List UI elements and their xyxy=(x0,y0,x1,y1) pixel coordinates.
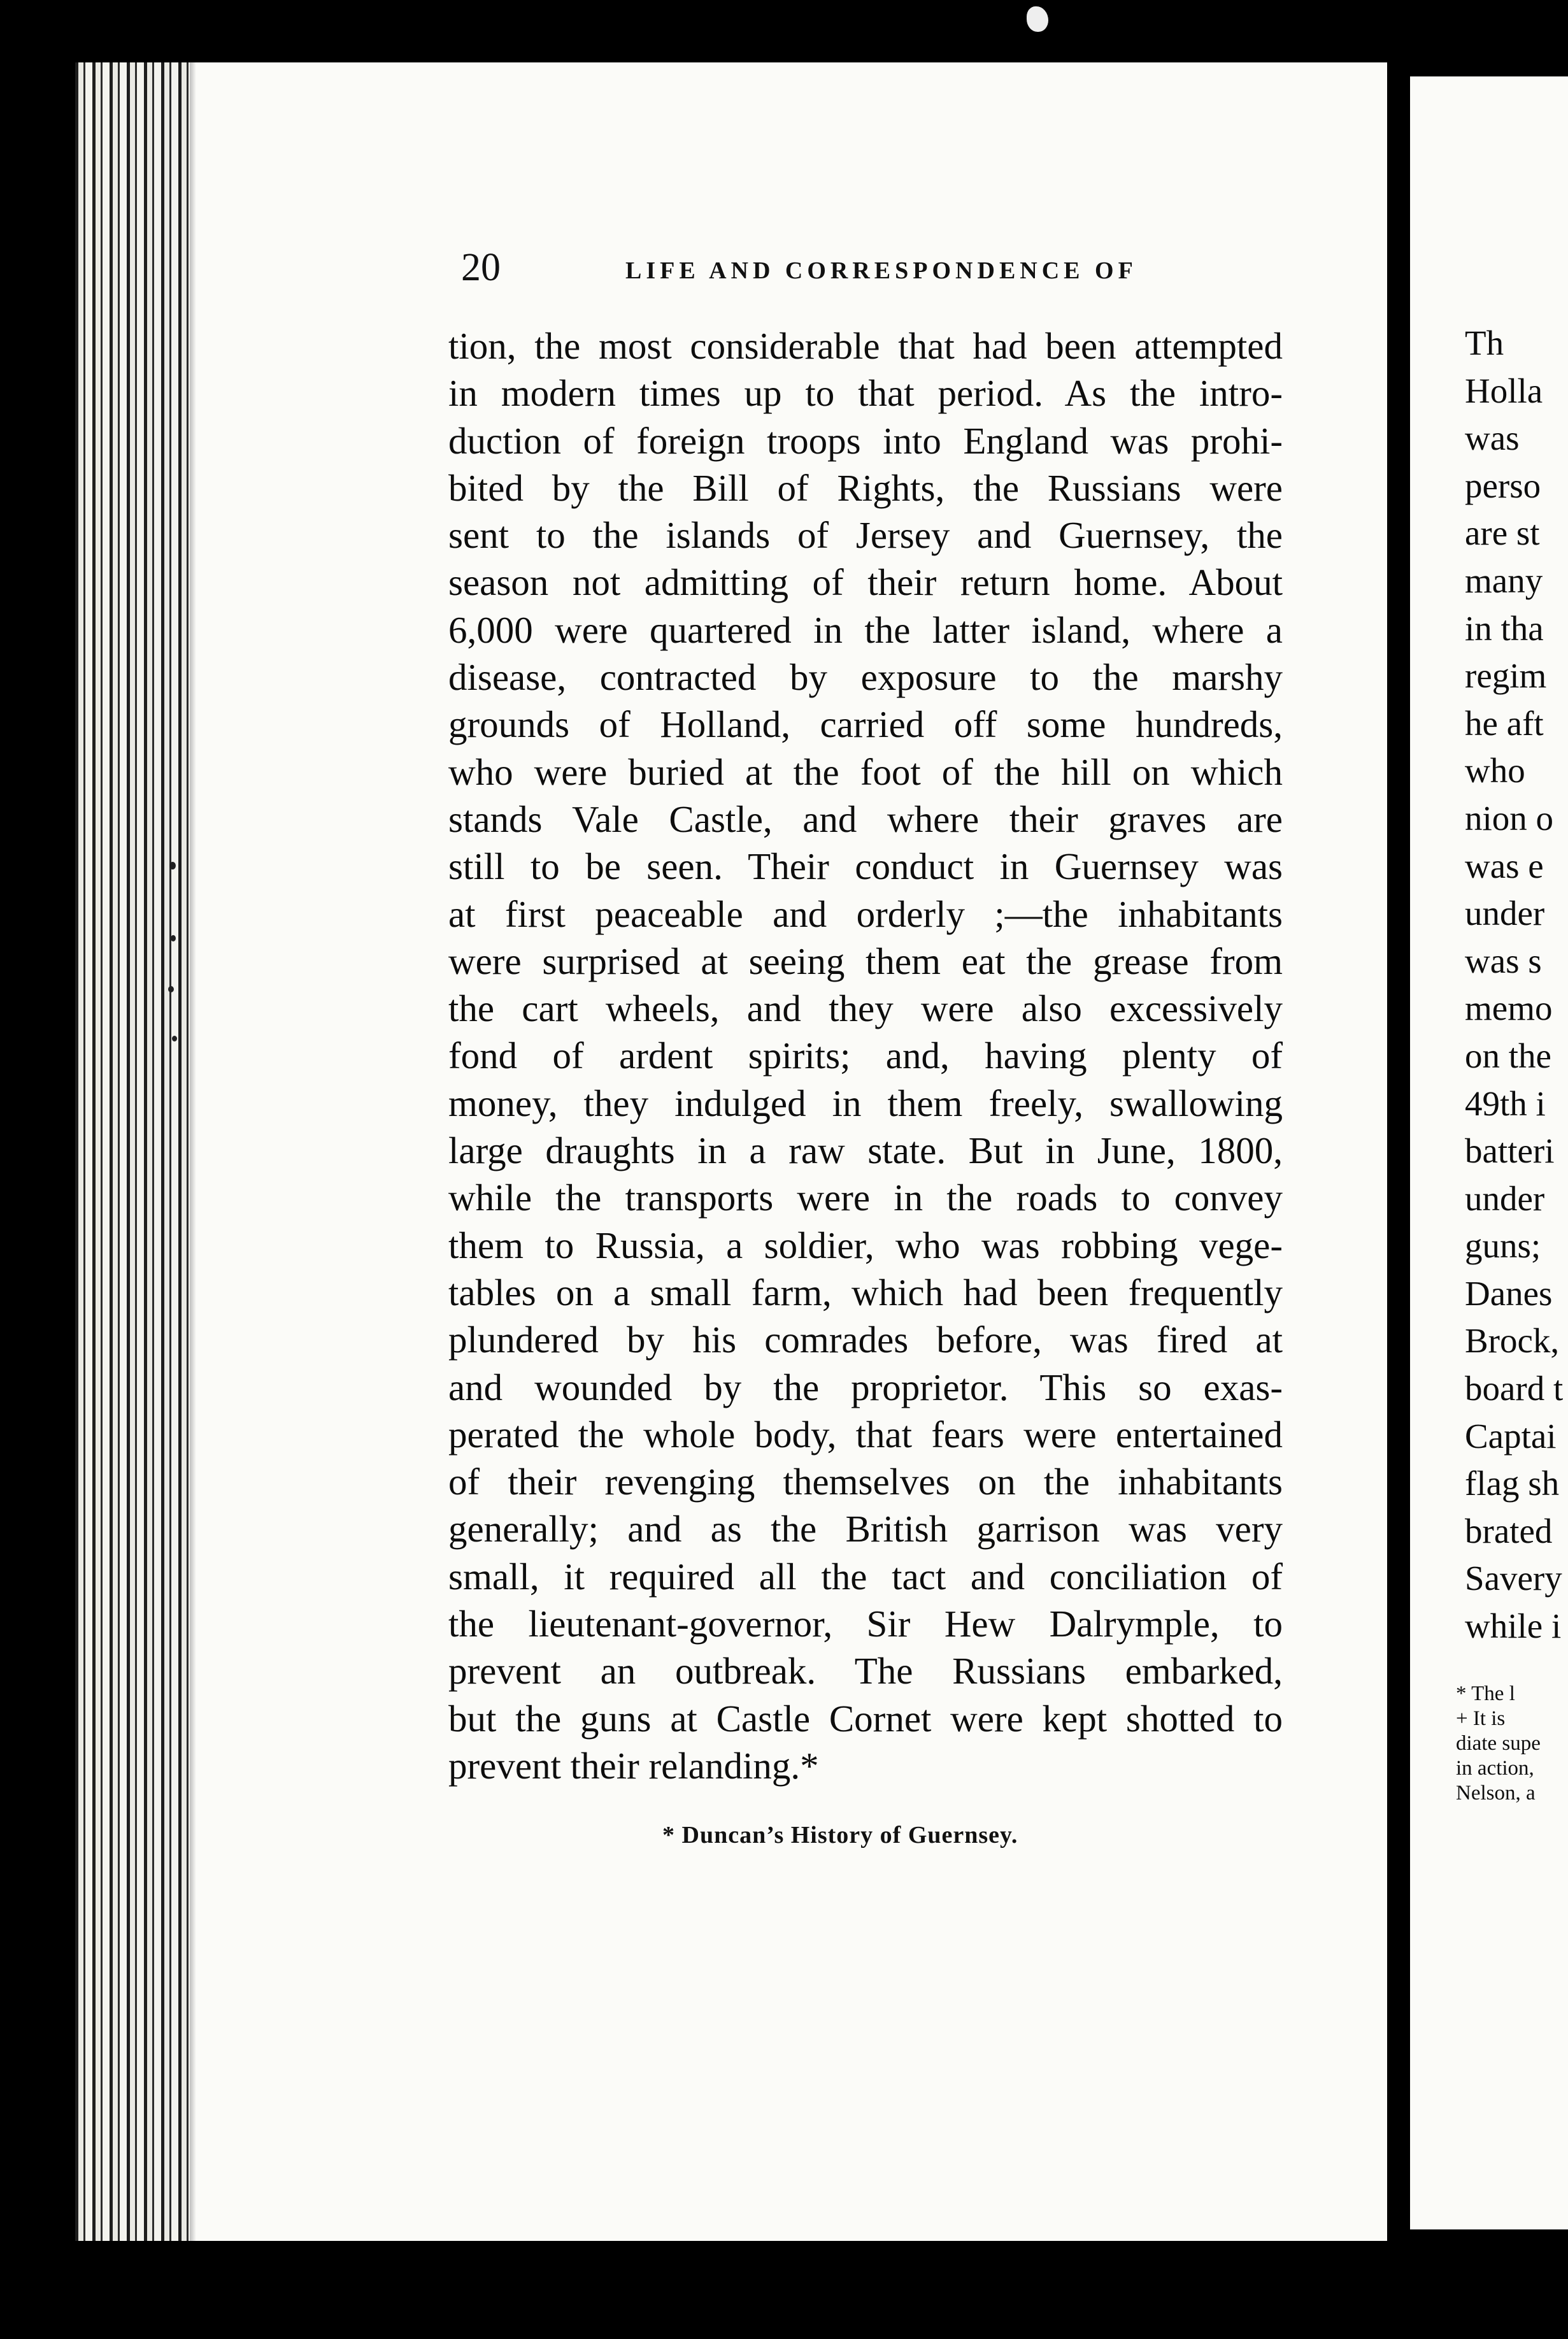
text-line: while the transports were in the roads to convey xyxy=(448,1177,1283,1219)
text-line: of their revenging themselves on the inhabitants xyxy=(448,1461,1283,1503)
text-line: still to be seen. Their conduct in Guernsey was xyxy=(448,845,1283,888)
right-text-line: was e xyxy=(1465,846,1544,885)
text-line: but the guns at Castle Cornet were kept shotted to xyxy=(448,1697,1283,1740)
text-line: the cart wheels, and they were also excessively xyxy=(448,987,1283,1030)
right-text-line: brated xyxy=(1465,1511,1553,1550)
right-text-line: under xyxy=(1465,1178,1545,1218)
right-footnote-line: Nelson, a xyxy=(1456,1782,1536,1805)
right-text-line: Danes xyxy=(1465,1273,1553,1313)
text-line: 6,000 were quartered in the latter island, where a xyxy=(448,608,1283,651)
text-line: were surprised at seeing them eat the grease from xyxy=(448,940,1283,982)
footnote: * Duncan’s History of Guernsey. xyxy=(662,1822,1018,1849)
right-text-line: batteri xyxy=(1465,1131,1555,1171)
edge-speck xyxy=(171,935,176,941)
right-text-line: regim xyxy=(1465,656,1547,696)
right-text-line: perso xyxy=(1465,466,1541,505)
edge-speck xyxy=(169,862,176,869)
text-line: bited by the Bill of Rights, the Russians were xyxy=(448,466,1283,509)
right-text-line: was s xyxy=(1465,941,1542,980)
right-footnote-line: in action, xyxy=(1456,1757,1534,1780)
edge-speck xyxy=(168,986,174,992)
right-text-line: who xyxy=(1465,751,1525,790)
text-line: sent to the islands of Jersey and Guernsey, the xyxy=(448,514,1283,557)
text-line: perated the whole body, that fears were entertained xyxy=(448,1413,1283,1456)
text-line: fond of ardent spirits; and, having plenty of xyxy=(448,1034,1283,1077)
right-footnote-line: * The l xyxy=(1456,1682,1515,1705)
right-text-line: nion o xyxy=(1465,798,1554,838)
right-text-line: Savery xyxy=(1465,1559,1562,1598)
right-text-line: under xyxy=(1465,894,1545,933)
text-line: prevent an outbreak. The Russians embarked, xyxy=(448,1650,1283,1692)
right-text-line: board t xyxy=(1465,1369,1564,1408)
right-text-line: Holla xyxy=(1465,371,1543,410)
right-text-line: guns; xyxy=(1465,1226,1541,1266)
text-line: plundered by his comrades before, was fired at xyxy=(448,1319,1283,1361)
text-line: tion, the most considerable that had been attempted xyxy=(448,325,1283,367)
right-page-footnotes xyxy=(1456,1682,1541,1806)
text-line: disease, contracted by exposure to the marshy xyxy=(448,656,1283,699)
scan-blemish xyxy=(1027,6,1048,32)
book-gutter xyxy=(1387,51,1410,2261)
right-text-line: flag sh xyxy=(1465,1464,1560,1503)
right-text-line: many xyxy=(1465,561,1543,600)
edge-speck xyxy=(172,1036,177,1041)
text-line: tables on a small farm, which had been frequently xyxy=(448,1271,1283,1313)
text-line: stands Vale Castle, and where their graves are xyxy=(448,798,1283,840)
right-page-text xyxy=(1465,320,1563,1650)
text-line: large draughts in a raw state. But in June, 1800, xyxy=(448,1129,1283,1172)
text-line: prevent their relanding.* xyxy=(448,1744,819,1787)
right-text-line: 49th i xyxy=(1465,1084,1546,1123)
text-line: small, it required all the tact and conciliation of xyxy=(448,1555,1283,1598)
right-text-line: while i xyxy=(1465,1606,1562,1646)
text-line: in modern times up to that period. As the intro- xyxy=(448,372,1283,415)
text-line: them to Russia, a soldier, who was robbing vege- xyxy=(448,1224,1283,1266)
page-number: 20 xyxy=(461,246,501,289)
text-line: duction of foreign troops into England was prohi- xyxy=(448,419,1283,462)
text-line: at first peaceable and orderly ;—the inhabitants xyxy=(448,892,1283,935)
right-text-line: in tha xyxy=(1465,608,1544,648)
right-text-line: he aft xyxy=(1465,703,1544,743)
right-text-line: Brock, xyxy=(1465,1321,1560,1361)
text-line: season not admitting of their return home. About xyxy=(448,561,1283,604)
right-text-line: are st xyxy=(1465,513,1540,553)
body-text xyxy=(448,322,1283,1789)
page-header xyxy=(461,242,1283,293)
page-edges xyxy=(75,62,190,2241)
right-text-line: Captai xyxy=(1465,1416,1557,1456)
right-text-line: memo xyxy=(1465,989,1553,1028)
right-text-line: Th xyxy=(1465,324,1504,362)
text-line: who were buried at the foot of the hill on which xyxy=(448,750,1283,793)
running-head: LIFE AND CORRESPONDENCE OF xyxy=(625,257,1137,284)
text-line: money, they indulged in them freely, swallowing xyxy=(448,1082,1283,1124)
text-line: generally; and as the British garrison was very xyxy=(448,1508,1283,1550)
text-line: the lieutenant-governor, Sir Hew Dalrymple, to xyxy=(448,1603,1283,1645)
right-text-line: was xyxy=(1465,418,1520,458)
right-footnote-line: + It is xyxy=(1456,1707,1506,1730)
right-text-line: on the xyxy=(1465,1036,1551,1075)
text-line: grounds of Holland, carried off some hundreds, xyxy=(448,703,1283,746)
right-footnote-line: diate supe xyxy=(1456,1732,1541,1755)
text-line: and wounded by the proprietor. This so exas- xyxy=(448,1366,1283,1408)
